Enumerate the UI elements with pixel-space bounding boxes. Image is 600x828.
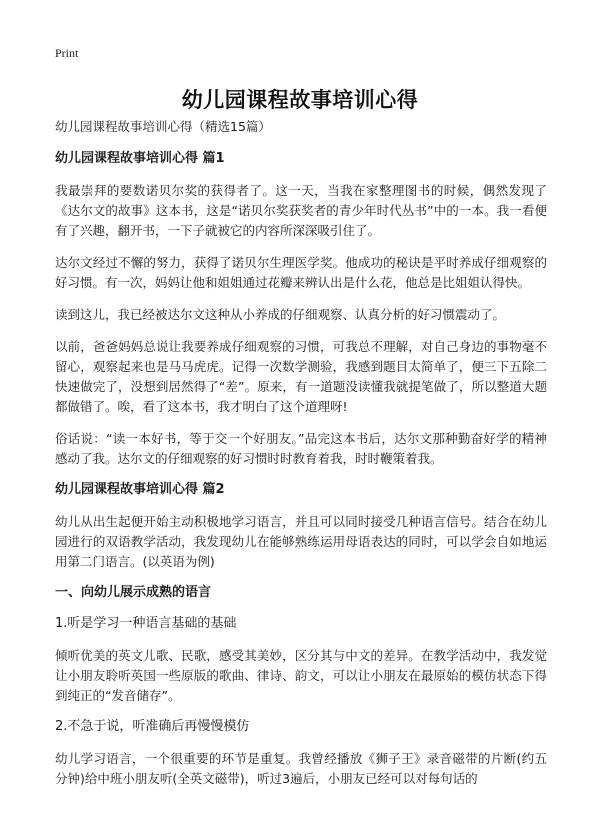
section-heading-1: 幼儿园课程故事培训心得 篇1 [55, 151, 225, 166]
item-heading: 1.听是学习一种语言基础的基础 [55, 616, 237, 631]
paragraph: 倾听优美的英文儿歌、民歌，感受其美妙，区分其与中文的差异。在教学活动中，我发觉让小朋友聆听英国一些原版的歌曲、律诗、韵文，可以让小朋友在最原始的模仿状态下得到纯正的“发音储存”。 [55, 648, 547, 703]
section-heading-2: 幼儿园课程故事培训心得 篇2 [55, 482, 225, 497]
article-subtitle: 幼儿园课程故事培训心得（精选15篇） [55, 119, 271, 134]
paragraph: 俗话说：“读一本好书，等于交一个好朋友。”品完这本书后，达尔文那种勤奋好学的精神感动了我。达尔文的仔细观察的好习惯时时教育着我，时时鞭策着我。 [55, 431, 547, 466]
paragraph: 幼儿从出生起便开始主动积极地学习语言，并且可以同时接受几种语言信号。结合在幼儿园进行的双语教学活动，我发现幼儿在能够熟练运用母语表达的同时，可以学会自如地运用第二门语言。(以英语为例) [55, 514, 547, 569]
paragraph: 读到这儿，我已经被达尔文这种从小养成的仔细观察、认真分析的好习惯震动了。 [55, 307, 506, 322]
paragraph: 以前，爸爸妈妈总说让我要养成仔细观察的习惯，可我总不理解，对自己身边的事物毫不留心，观察起来也是马马虎虎。记得一次数学测验，我感到题目太简单了，便三下五除二快速做完了，没想到居然得了“差”。原来，有一道题没读懂我就提笔做了，所以整道大题都做错了。唉，看了这本书，我才明白了这个道理呀! [55, 339, 547, 414]
page-title: 幼儿园课程故事培训心得 [181, 88, 419, 112]
subsection-heading: 一、向幼儿展示成熟的语言 [55, 585, 212, 600]
print-link[interactable]: Print [55, 46, 79, 60]
paragraph: 幼儿学习语言，一个很重要的环节是重复。我曾经播放《狮子王》录音磁带的片断(约五分钟)给中班小朋友听(全英文磁带)，听过3遍后，小朋友已经可以对每句话的 [55, 751, 547, 786]
paragraph: 达尔文经过不懈的努力，获得了诺贝尔生理医学奖。他成功的秘诀是平时养成仔细观察的好习惯。有一次，妈妈让他和姐姐通过花瓣来辨认出是什么花，他总是比姐姐认得快。 [55, 255, 547, 290]
item-heading: 2.不急于说，听准确后再慢慢模仿 [55, 719, 250, 734]
paragraph: 我最崇拜的要数诺贝尔奖的获得者了。这一天，当我在家整理图书的时候，偶然发现了《达尔文的故事》这本书，这是“诺贝尔奖获奖者的青少年时代丛书”中的一本。我一看便有了兴趣，翻开书，一下子就被它的内容所深深吸引住了。 [55, 183, 547, 238]
article-body [55, 118, 547, 801]
